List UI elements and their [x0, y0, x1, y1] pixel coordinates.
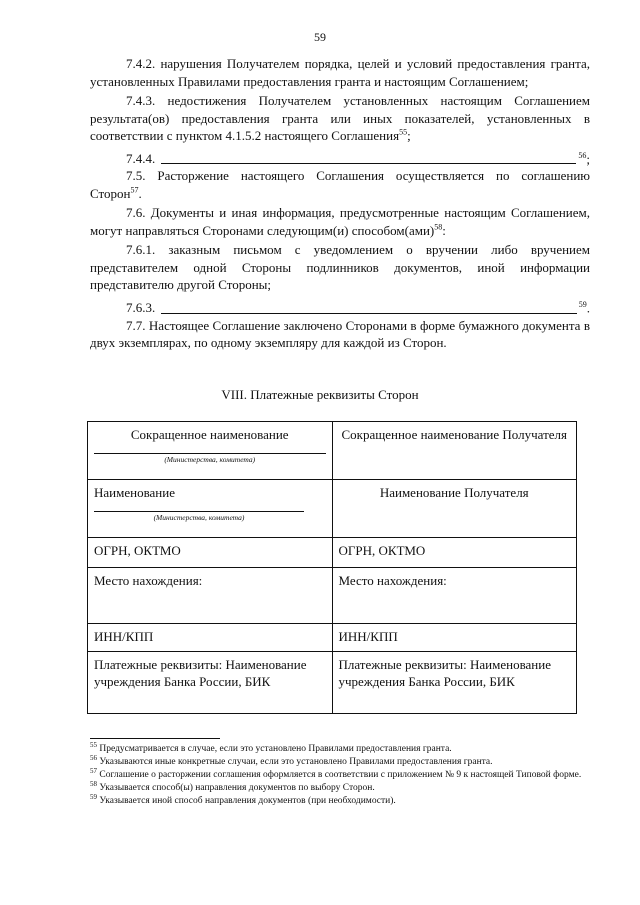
clause-7-4-4-end: ; [586, 150, 590, 166]
footnote-ref-59[interactable]: 59 [578, 299, 587, 309]
clause-7-4-4-label: 7.4.4. [126, 150, 156, 166]
table-cell: ИНН/КПП [88, 624, 333, 652]
clause-7-4-4 [126, 147, 590, 168]
table-row [88, 568, 577, 624]
table-row [88, 422, 577, 480]
clause-7-6-3-blank [161, 301, 577, 314]
cell-label: Наименование [94, 485, 175, 500]
clause-7-4-3-text: 7.4.3. недостижения Получателем установленных настоящим Соглашением результата(ов) предоставления гранта или иных показателей, установленных в соответствии с пунктом 4.1.5.2 настоящего Соглашения [90, 93, 590, 143]
clause-7-5-text: 7.5. Расторжение настоящего Соглашения осуществляется по соглашению Сторон [90, 168, 590, 201]
footnote-ref-58[interactable]: 58 [434, 222, 443, 232]
clause-7-6-end: : [442, 222, 446, 238]
table-cell [332, 422, 577, 480]
footnote-58 [90, 779, 592, 795]
table-cell [88, 480, 333, 538]
clause-7-7: 7.7. Настоящее Соглашение заключено Сторонами в форме бумажного документа в двух экземплярах, по одному экземпляру для каждой из Сторон. [90, 317, 590, 351]
clause-7-6-3-label: 7.6.3. [126, 300, 156, 316]
table-cell: Место нахождения: [88, 568, 333, 624]
footnote-text: Предусматривается в случае, если это установлено Правилами предоставления гранта. [99, 744, 452, 754]
footnote-number: 56 [90, 753, 97, 762]
clause-7-6-1: 7.6.1. заказным письмом с уведомлением о вручении либо вручением представителем одной Стороны подлинников документов, иной информации представителю другой Стороны; [90, 242, 590, 293]
cell-caption: (Министерства, комитета) [164, 455, 256, 464]
footnote-text: Указываются иные конкретные случаи, если это установлено Правилами предоставления гранта. [99, 757, 493, 767]
footnote-text: Соглашение о расторжении соглашения оформляется в соответствии с приложением № 9 к настоящей Типовой форме. [99, 770, 582, 780]
clause-7-6-text: 7.6. Документы и иная информация, предусмотренные настоящим Соглашением, могут направляться Сторонами следующим(и) способом(ами) [90, 205, 590, 238]
table-cell: ИНН/КПП [332, 624, 577, 652]
table-cell [332, 480, 577, 538]
section-title: VIII. Платежные реквизиты Сторон [221, 387, 419, 402]
clause-7-5-end: . [138, 185, 142, 201]
footnote-ref-55[interactable]: 55 [399, 127, 408, 137]
clause-7-6-3-tail [579, 296, 590, 317]
footnote-57 [90, 766, 592, 782]
footnote-text: Указывается иной способ направления документов (при необходимости). [99, 796, 396, 806]
table-cell: ОГРН, ОКТМО [332, 538, 577, 568]
footnotes [90, 740, 592, 808]
footnote-ref-57[interactable]: 57 [130, 185, 139, 195]
clause-7-4-4-tail [578, 147, 590, 168]
table-row [88, 480, 577, 538]
table-row [88, 624, 577, 652]
footnote-56 [90, 753, 592, 769]
cell-label: Наименование Получателя [379, 485, 529, 500]
clause-7-6-3-end: . [586, 300, 590, 316]
clause-7-4-3-end: ; [407, 128, 411, 143]
table-cell: ОГРН, ОКТМО [88, 538, 333, 568]
requisites-table [87, 421, 577, 714]
signature-line [94, 511, 304, 512]
clause-7-6-3 [126, 296, 590, 317]
clause-7-4-2: 7.4.2. нарушения Получателем порядка, целей и условий предоставления гранта, установленных Правилами предоставления гранта и настоящим Соглашением; [90, 56, 590, 89]
footnote-55 [90, 740, 592, 756]
table-row [88, 538, 577, 568]
cell-caption: (Министерства, комитета) [153, 513, 245, 522]
table-cell: Платежные реквизиты: Наименование учреждения Банка России, БИК [88, 652, 333, 714]
cell-label: Сокращенное наименование [130, 427, 289, 442]
footnote-number: 58 [90, 779, 97, 788]
table-cell: Место нахождения: [332, 568, 577, 624]
cell-label: Сокращенное наименование Получателя [341, 427, 568, 442]
footnote-number: 55 [90, 740, 97, 749]
clause-7-6 [90, 204, 590, 239]
footnote-59 [90, 792, 592, 808]
clause-7-5 [90, 167, 590, 202]
footnote-ref-56[interactable]: 56 [578, 150, 587, 160]
footnote-number: 59 [90, 792, 97, 801]
footnote-number: 57 [90, 766, 97, 775]
table-cell [88, 422, 333, 480]
table-row [88, 652, 577, 714]
signature-line [94, 453, 326, 454]
clause-7-4-4-blank [161, 151, 576, 164]
table-cell: Платежные реквизиты: Наименование учреждения Банка России, БИК [332, 652, 577, 714]
page-number: 59 [314, 30, 326, 44]
agreement-body [90, 55, 590, 354]
footnote-divider [90, 738, 220, 739]
clause-7-4-3 [90, 92, 590, 145]
footnote-text: Указывается способ(ы) направления документов по выбору Сторон. [99, 783, 375, 793]
